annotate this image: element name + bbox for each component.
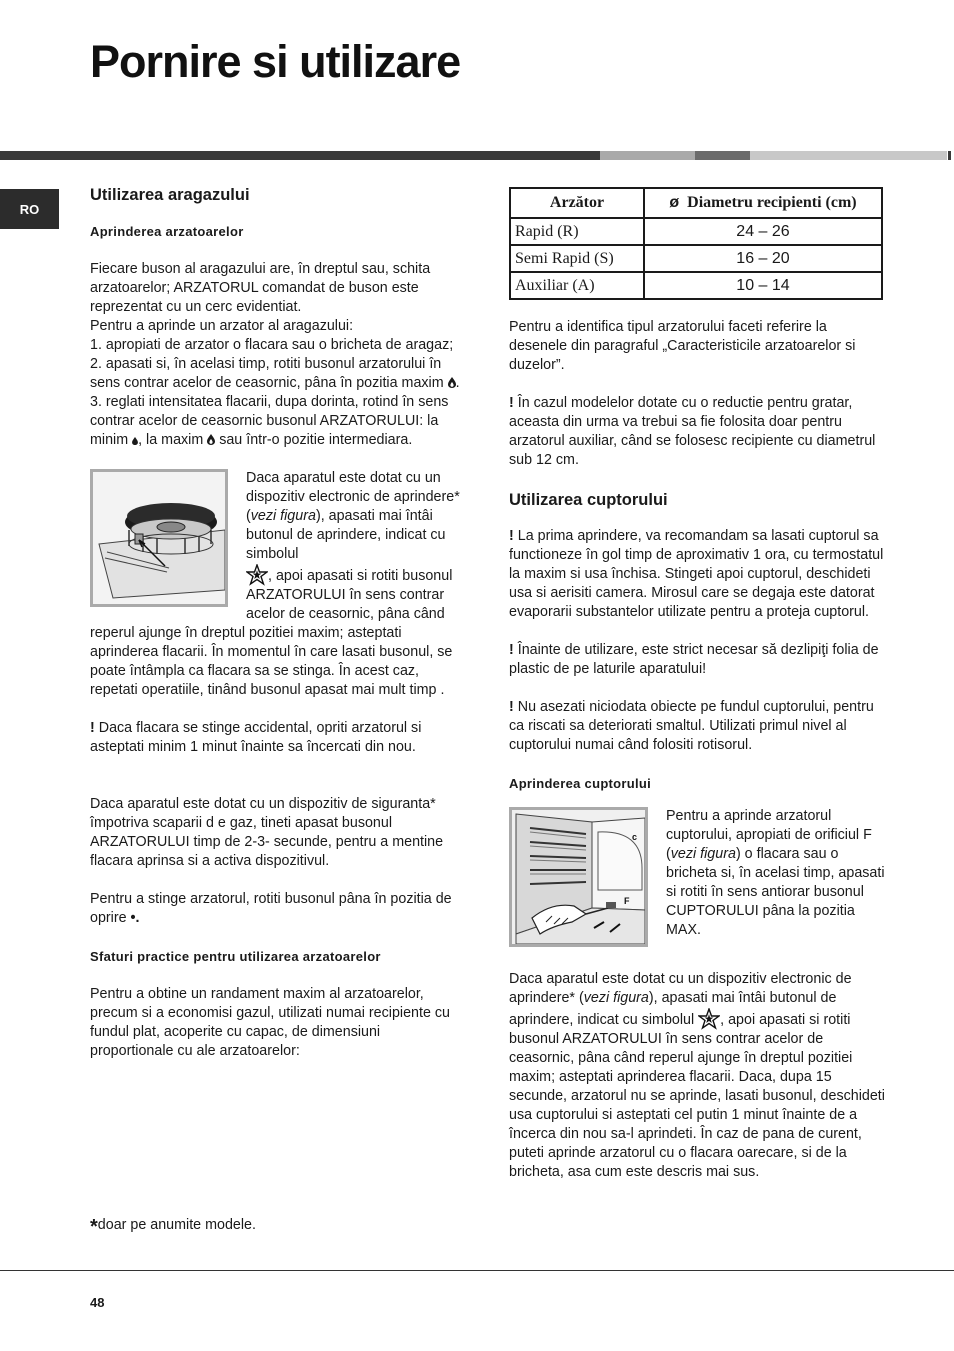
paragraph-turn-off bbox=[90, 890, 466, 928]
table-cell-diameter: 16 – 20 bbox=[644, 245, 882, 272]
warning-mark-icon: ! bbox=[509, 642, 514, 658]
off-position-symbol: •. bbox=[130, 910, 140, 926]
footnote-asterisk: * bbox=[90, 1216, 98, 1238]
spark-star-icon bbox=[246, 564, 268, 586]
warning-flame-out-text: Daca flacara se stinge accidental, opriti arzatorul si asteptati minim 1 minut înainte sa încercati din nou. bbox=[90, 720, 422, 755]
paragraph-burner-intro: Fiecare buson al aragazului are, în dreptul sau, schita arzatoarelor; ARZATORUL comandat de buson este reprezentat cu un cerc evidentiat. bbox=[90, 261, 431, 315]
diameter-symbol: ø bbox=[669, 194, 680, 211]
warning-grill-reducer bbox=[509, 394, 885, 470]
warning-plastic-film-text: Înainte de utilizare, este strict necesar să dezlipiţi folia de plastic de pe laturile aparatului! bbox=[509, 642, 879, 677]
page-title: Pornire si utilizare bbox=[90, 36, 461, 87]
oven-ignite-text: Pentru a aprinde arzatorul cuptorului, apropiati de orificiul F ( bbox=[666, 808, 872, 862]
paragraph-burner-identify: Pentru a identifica tipul arzatorului faceti referire la desenele din paragraful „Caracteristicile arzatoarelor si duzelor”. bbox=[509, 319, 856, 373]
header-band-mid bbox=[695, 151, 750, 160]
see-figure-ref: vezi figura bbox=[670, 846, 736, 862]
paragraph-step-2 bbox=[90, 355, 466, 393]
table-header-burner: Arzător bbox=[510, 188, 644, 218]
spark-star-icon bbox=[698, 1008, 720, 1030]
burner-ignition-figure bbox=[90, 469, 228, 607]
warning-flame-out bbox=[90, 719, 466, 757]
oven-illustration bbox=[512, 810, 645, 944]
electronic-ignition-text: Daca aparatul este dotat cu un dispozitiv electronic de aprindere* ( bbox=[246, 470, 460, 524]
step-3-end: sau într-o pozitie intermediara. bbox=[215, 432, 413, 448]
warning-mark-icon: ! bbox=[90, 720, 95, 736]
warning-first-use-text: La prima aprindere, va recomandam sa lasati cuptorul sa functioneze în gol timp de aproximativ 1 ora, cu termostatul la maxim si usa închisa. Stingeti apoi cuptorul, deschideti usa si aerisiti camera. Mirosul care se degaja este datorat evaporarii substantelor utilizate pentru a proteja cuptorul. bbox=[509, 528, 884, 620]
see-figure-ref: vezi figura bbox=[250, 508, 316, 524]
subheading-practical-tips: Sfaturi practice pentru utilizarea arzatoarelor bbox=[90, 949, 381, 964]
burner-diameter-table bbox=[509, 187, 883, 300]
electronic-ignition-text-3: , apoi apasati si rotiti busonul ARZATORULUI în sens contrar acelor de ceasornic, pâna când reperul ajunge în dreptul pozitiei maxim; asteptati aprinderea flacarii. În momentul în care lasati busonul, se poate întâmpla ca flacara sa se stinga. În acest caz, repetati operatiile, tinând busonul apasat mai mult timp . bbox=[90, 568, 453, 698]
warning-grill-reducer-text: În cazul modelelor dotate cu o reductie pentru gratar, aceasta din urma va trebui sa fie folosita doar pentru arzatorul auxiliar, când se folosesc recipiente cu diametrul sub 12 cm. bbox=[509, 395, 876, 468]
oven-ignite-text-2: ) o flacara sau o bricheta si, în acelasi timp, apasati si rotiti în sens antiorar busonul CUPTORULUI pâna la pozitia MAX. bbox=[666, 846, 885, 938]
paragraph-oven-electronic-ignition bbox=[509, 970, 885, 1182]
paragraph-safety-device: Daca aparatul este dotat cu un dispozitiv de siguranta* împotriva scaparii d e gaz, tineti apasat busonul ARZATORULUI timp de 2-3- secunde, pentru a mentine flacara aprinsa si a activa dispozitivul. bbox=[90, 796, 444, 869]
step-3-mid: , la maxim bbox=[138, 432, 208, 448]
table-cell-burner: Semi Rapid (S) bbox=[510, 245, 644, 272]
table-header-row bbox=[510, 188, 882, 218]
table-cell-diameter: 10 – 14 bbox=[644, 272, 882, 299]
oven-ignition-figure bbox=[509, 807, 648, 947]
paragraph-step-3 bbox=[90, 393, 466, 450]
warning-oven-bottom bbox=[509, 698, 885, 755]
section-heading-oven: Utilizarea cuptorului bbox=[509, 491, 668, 509]
step-2-end: . bbox=[455, 375, 460, 391]
table-cell-burner: Auxiliar (A) bbox=[510, 272, 644, 299]
subheading-oven-ignition: Aprinderea cuptorului bbox=[509, 776, 652, 791]
warning-mark-icon: ! bbox=[509, 528, 514, 544]
step-3-text: 3. reglati intensitatea flacarii, dupa dorinta, rotind în sens contrar acelor de ceasornic busonul ARZATORULUI: la minim bbox=[90, 394, 449, 448]
turn-off-text: Pentru a stinge arzatorul, rotiti busonul pâna în pozitia de oprire bbox=[90, 891, 452, 926]
header-band-end bbox=[948, 151, 951, 160]
svg-text:c: c bbox=[632, 832, 638, 842]
oven-electronic-text: Daca aparatul este dotat cu un dispozitiv electronic de aprindere* ( bbox=[509, 971, 852, 1006]
header-band-dark bbox=[0, 151, 600, 160]
see-figure-ref: vezi figura bbox=[583, 990, 649, 1006]
orifice-f-label: F bbox=[624, 896, 630, 906]
table-row bbox=[510, 272, 882, 299]
language-tab: RO bbox=[0, 189, 59, 229]
step-2-text: 2. apasati si, în acelasi timp, rotiti busonul arzatorului în sens contrar acelor de ceasornic, pâna în pozitia maxim bbox=[90, 356, 448, 391]
oven-electronic-text-3: , apoi apasati si rotiti busonul ARZATORULUI în sens contrar acelor de ceasornic, pâna când reperul ajunge în dreptul pozitiei maxim; asteptati aprinderea flacarii. Daca, dupa 15 secunde, arzatorul nu se aprinde, lasati busonul, deschideti usa cuptorului si asteptati cel putin 1 minut înainte de a încerca din nou sa-l aprindeti. În caz de pana de curent, puteti aprinde arzatorul cu o flacara oarecare, si de la bricheta, asa cum este descris mai sus. bbox=[509, 1012, 885, 1180]
paragraph-practical-tips: Pentru a obtine un randament maxim al arzatoarelor, precum si a economisi gazul, utilizati numai recipiente cu fundul plat, acoperite cu capac, de dimensiuni proportionale cu ale arzatoarelor: bbox=[90, 986, 450, 1059]
table-cell-diameter: 24 – 26 bbox=[644, 218, 882, 245]
section-heading-hob: Utilizarea aragazului bbox=[90, 186, 250, 204]
electronic-ignition-text-2: ), apasati mai întâi butonul de aprindere, indicat cu simbolul bbox=[246, 508, 446, 562]
footer-divider bbox=[0, 1270, 954, 1271]
left-column bbox=[90, 184, 466, 1061]
paragraph-ignite-lead: Pentru a aprinde un arzator al aragazului: bbox=[90, 318, 354, 334]
table-cell-burner: Rapid (R) bbox=[510, 218, 644, 245]
table-row bbox=[510, 245, 882, 272]
warning-mark-icon: ! bbox=[509, 699, 514, 715]
page-number: 48 bbox=[90, 1295, 105, 1310]
table-row bbox=[510, 218, 882, 245]
warning-first-use bbox=[509, 527, 885, 622]
right-column bbox=[509, 318, 885, 1182]
warning-plastic-film bbox=[509, 641, 885, 679]
subheading-burner-ignition: Aprinderea arzatoarelor bbox=[90, 224, 244, 239]
table-header-diameter bbox=[644, 188, 882, 218]
footnote-text: doar pe anumite modele. bbox=[97, 1217, 256, 1233]
warning-mark-icon: ! bbox=[509, 395, 514, 411]
burner-illustration bbox=[93, 472, 225, 604]
paragraph-step-1: 1. apropiati de arzator o flacara sau o bricheta de aragaz; bbox=[90, 337, 454, 353]
header-band-pale bbox=[750, 151, 947, 160]
oven-electronic-text-2: ), apasati mai întâi butonul de aprindere, indicat cu simbolul bbox=[509, 990, 837, 1028]
footnote bbox=[90, 1216, 256, 1239]
max-flame-icon bbox=[448, 377, 456, 388]
table-header-diameter-text: Diametru recipienti (cm) bbox=[687, 194, 857, 211]
header-band-light bbox=[600, 151, 695, 160]
warning-oven-bottom-text: Nu asezati niciodata obiecte pe fundul cuptorului, pentru ca riscati sa deteriorati smaltul. Utilizati primul nivel al cuptorului numai când folositi rotisorul. bbox=[509, 699, 874, 753]
